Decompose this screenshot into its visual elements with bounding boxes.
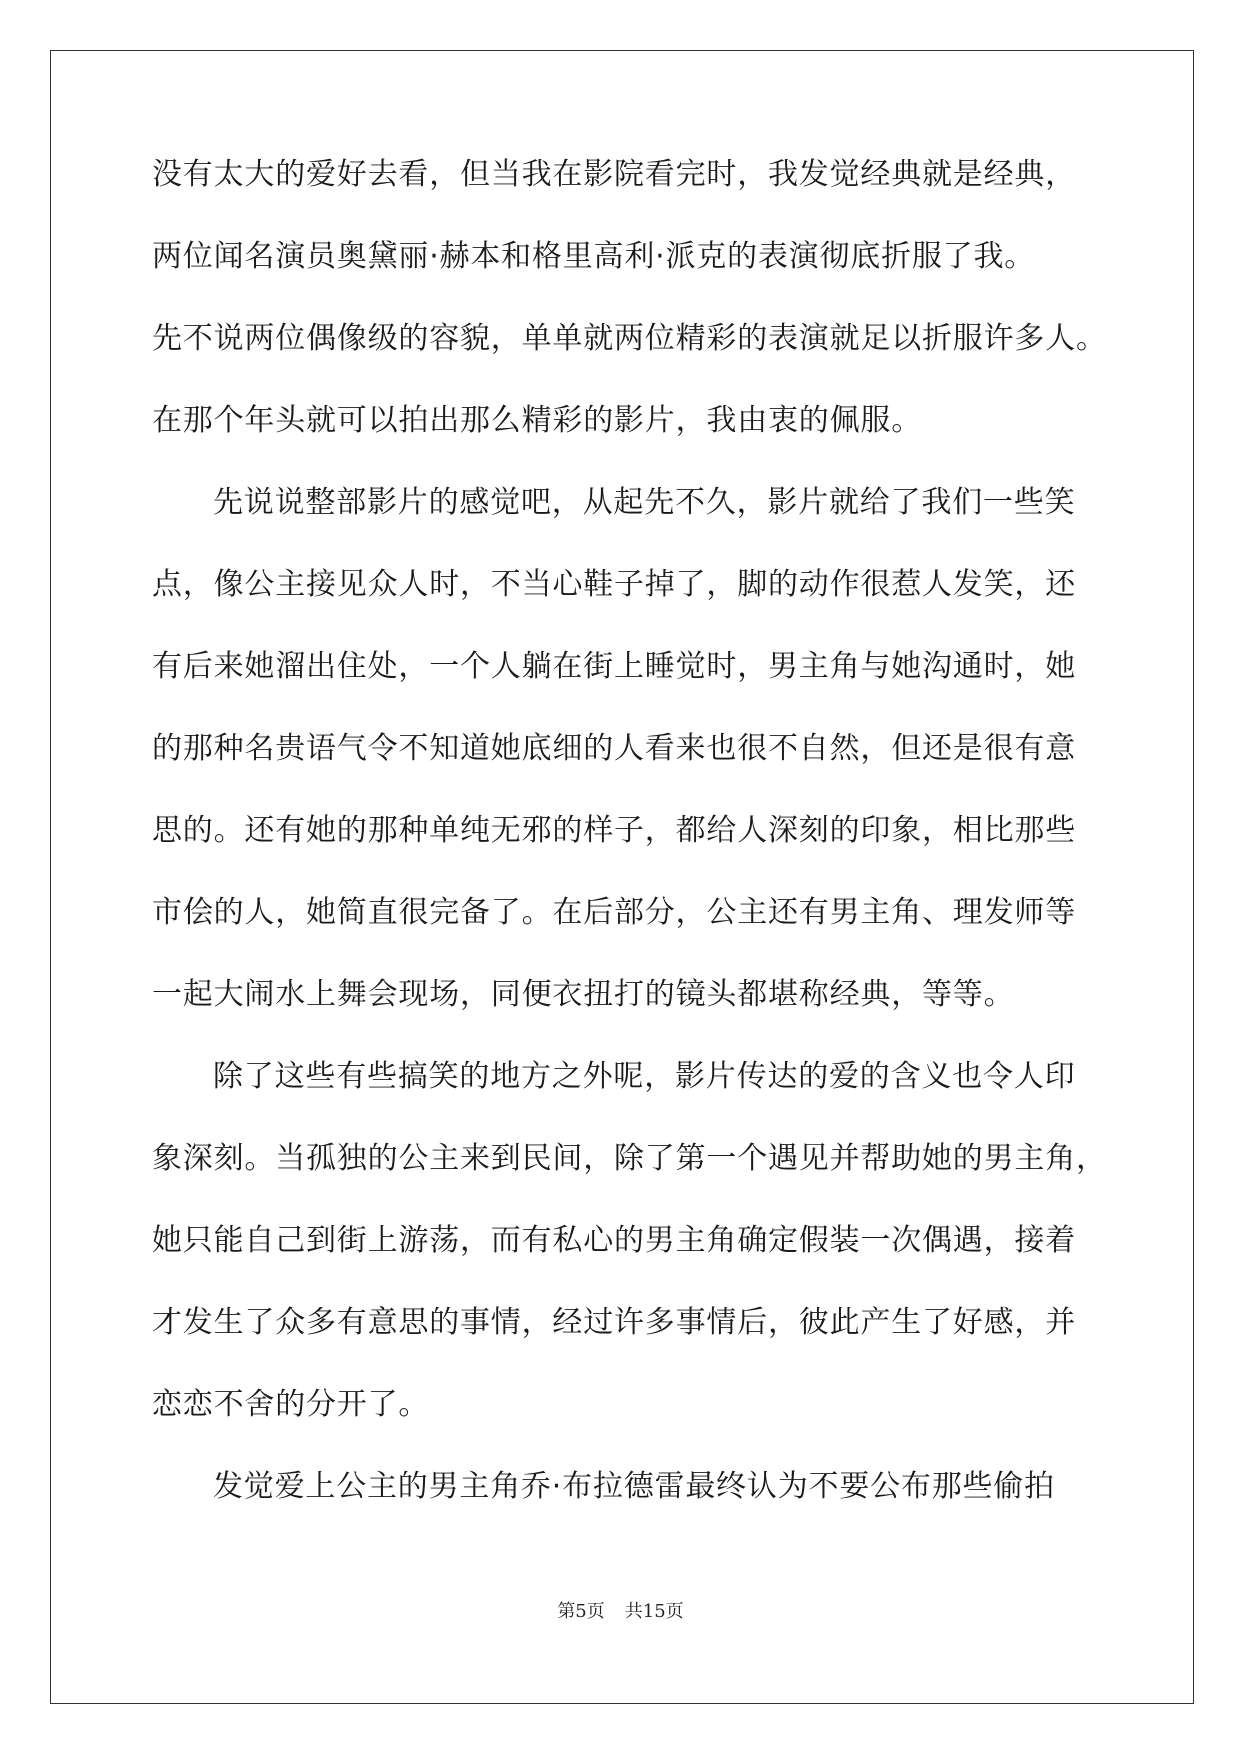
current-page-number: 第5页 bbox=[557, 1601, 605, 1622]
text-line: 点，像公主接见众人时，不当心鞋子掉了，脚的动作很惹人发笑，还 bbox=[152, 567, 1076, 602]
total-pages: 共15页 bbox=[624, 1601, 684, 1622]
text-line: 她只能自己到街上游荡，而有私心的男主角确定假装一次偶遇，接着 bbox=[152, 1223, 1076, 1258]
page-footer bbox=[0, 1597, 1241, 1623]
paragraph-first-line: 先说说整部影片的感觉吧，从起先不久，影片就给了我们一些笑 bbox=[213, 485, 1076, 520]
text-line: 才发生了众多有意思的事情，经过许多事情后，彼此产生了好感，并 bbox=[152, 1305, 1076, 1340]
text-line: 先不说两位偶像级的容貌，单单就两位精彩的表演就足以折服许多人。 bbox=[152, 321, 1107, 356]
text-line: 的那种名贵语气令不知道她底细的人看来也很不自然，但还是很有意 bbox=[152, 731, 1076, 766]
text-line: 有后来她溜出住处，一个人躺在街上睡觉时，男主角与她沟通时，她 bbox=[152, 649, 1076, 684]
text-line: 没有太大的爱好去看，但当我在影院看完时，我发觉经典就是经典， bbox=[152, 157, 1076, 192]
text-line: 在那个年头就可以拍出那么精彩的影片，我由衷的佩服。 bbox=[152, 403, 922, 438]
text-line: 两位闻名演员奥黛丽·赫本和格里高利·派克的表演彻底折服了我。 bbox=[152, 239, 1036, 274]
text-line: 恋恋不舍的分开了。 bbox=[152, 1387, 430, 1422]
text-line: 市侩的人，她简直很完备了。在后部分，公主还有男主角、理发师等 bbox=[152, 895, 1076, 930]
text-line: 象深刻。当孤独的公主来到民间，除了第一个遇见并帮助她的男主角， bbox=[152, 1141, 1107, 1176]
paragraph-first-line: 发觉爱上公主的男主角乔·布拉德雷最终认为不要公布那些偷拍 bbox=[213, 1469, 1055, 1504]
text-line: 思的。还有她的那种单纯无邪的样子，都给人深刻的印象，相比那些 bbox=[152, 813, 1076, 848]
paragraph-first-line: 除了这些有些搞笑的地方之外呢，影片传达的爱的含义也令人印 bbox=[213, 1059, 1076, 1094]
body-text bbox=[152, 154, 1112, 1548]
text-line: 一起大闹水上舞会现场，同便衣扭打的镜头都堪称经典，等等。 bbox=[152, 977, 1015, 1012]
